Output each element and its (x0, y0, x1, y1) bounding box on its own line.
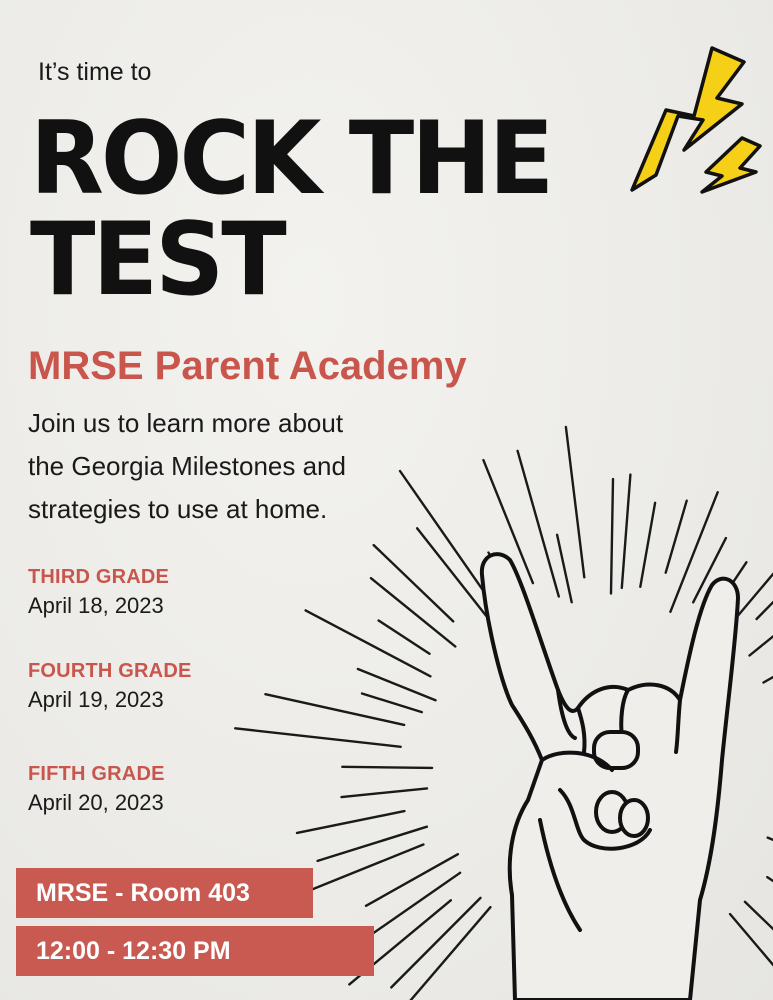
location-badge: MRSE - Room 403 (16, 868, 313, 918)
intro-text: It’s time to (38, 58, 152, 86)
sunburst-ray (417, 528, 486, 616)
grade-session-third (28, 566, 169, 619)
grade-date: April 20, 2023 (28, 790, 164, 815)
grade-label: FIFTH GRADE (28, 763, 165, 785)
sunburst-ray (388, 907, 490, 1000)
sunburst-ray (518, 451, 559, 597)
description-line-2: the Georgia Milestones and (28, 451, 346, 481)
sunburst-ray (750, 593, 773, 656)
sunburst-ray (757, 520, 773, 619)
sunburst-ray (745, 902, 773, 1000)
description-line-1: Join us to learn more about (28, 408, 344, 438)
grade-session-fifth (28, 763, 165, 816)
sunburst-ray (362, 694, 422, 713)
headline (30, 99, 552, 318)
event-title: MRSE Parent Academy (28, 344, 467, 388)
grade-session-fourth (28, 660, 192, 713)
sunburst-ray (666, 501, 687, 573)
time-badge: 12:00 - 12:30 PM (16, 926, 374, 976)
sunburst-ray (297, 811, 404, 833)
sunburst-ray (318, 827, 427, 861)
description-line-3: strategies to use at home. (28, 494, 328, 524)
sunburst-ray (379, 621, 430, 654)
sunburst-ray (265, 694, 404, 725)
grade-label: THIRD GRADE (28, 566, 170, 588)
sunburst-ray (342, 767, 432, 768)
grade-date: April 19, 2023 (28, 687, 164, 712)
sunburst-ray (767, 877, 773, 921)
sunburst-ray (557, 535, 572, 602)
headline-line-1: ROCK THE (30, 99, 552, 218)
grade-date: April 18, 2023 (28, 593, 164, 618)
rock-hand-icon (482, 554, 738, 1000)
event-description (28, 402, 468, 531)
sunburst-ray (566, 427, 584, 577)
sunburst-ray (342, 788, 428, 797)
lightning-bolt-icon (632, 48, 760, 192)
sunburst-ray (611, 479, 613, 593)
grade-label: FOURTH GRADE (28, 660, 192, 682)
sunburst-ray (622, 475, 631, 588)
sunburst-ray (374, 545, 454, 621)
sunburst-ray (768, 838, 773, 883)
sunburst-ray (235, 728, 401, 747)
headline-line-2: TEST (30, 200, 284, 318)
sunburst-ray (640, 503, 655, 587)
sunburst-ray (730, 914, 773, 1000)
